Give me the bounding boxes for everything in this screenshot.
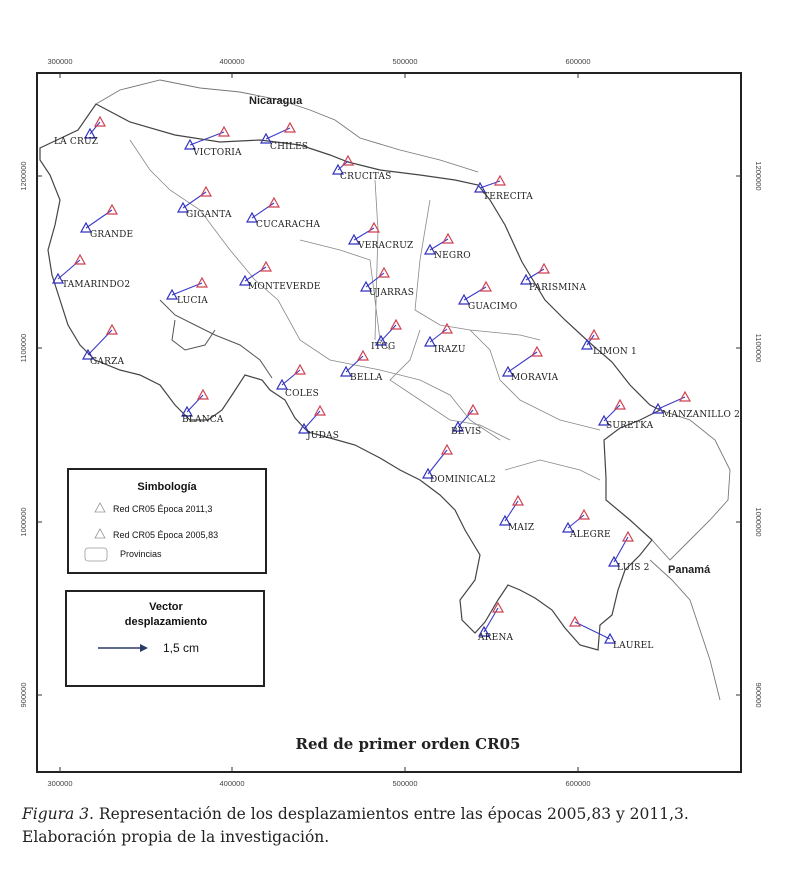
legend-title: Simbología (137, 481, 197, 493)
y-tick-left-1: 1200000 (19, 161, 28, 191)
figure-caption-text: Representación de los desplazamientos entre las épocas 2005,83 y 2011,3. Elaboración propia de la investigación. (22, 805, 689, 846)
x-tick-top-3: 500000 (392, 57, 418, 66)
label-panama: Panamá (668, 564, 711, 576)
x-tick-top-2: 400000 (219, 57, 245, 66)
station-label: TERECITA (483, 192, 533, 202)
label-nicaragua: Nicaragua (249, 95, 303, 107)
station-label: ARENA (478, 633, 514, 643)
station-label: TAMARINDO2 (62, 280, 131, 290)
figure-caption (22, 803, 778, 849)
station-label: JUDAS (307, 431, 340, 441)
station-label: ITCG (371, 342, 396, 352)
station-label: UJARRAS (369, 288, 415, 298)
station-label: COLES (285, 389, 319, 399)
x-tick-bottom-1: 300000 (47, 779, 73, 788)
station-label: BELLA (350, 373, 383, 383)
station-label: MORAVIA (511, 373, 559, 383)
station-label: IRAZU (434, 345, 466, 355)
scale-title-line1: Vector (149, 601, 183, 613)
scale-title-line2: desplazamiento (124, 616, 208, 628)
station-label: PARISMINA (529, 283, 587, 293)
x-tick-bottom-2: 400000 (219, 779, 245, 788)
station-label: BLANCA (182, 415, 224, 425)
station-label: LUCIA (177, 296, 209, 306)
station-label: DOMINICAL2 (430, 475, 496, 485)
station-label: GUACIMO (468, 302, 518, 312)
station-label: LA CRUZ (54, 137, 99, 147)
y-tick-right-4: 900000 (754, 682, 763, 708)
x-tick-top-4: 600000 (565, 57, 591, 66)
y-tick-right-3: 1000000 (754, 507, 763, 537)
x-tick-top-1: 300000 (47, 57, 73, 66)
station-label: CHILES (270, 142, 309, 152)
y-tick-left-4: 900000 (19, 682, 28, 708)
legend-item-provincias: Provincias (120, 549, 162, 559)
legend-item-2005: Red CR05 Época 2005,83 (113, 530, 219, 540)
station-label: CRUCITAS (340, 172, 392, 182)
station-label: VICTORIA (193, 148, 242, 158)
station-label: MAIZ (508, 523, 535, 533)
station-label: SURETKA (606, 421, 654, 431)
scale-length-label: 1,5 cm (163, 641, 200, 655)
y-tick-right-1: 1200000 (754, 161, 763, 191)
x-tick-bottom-4: 600000 (565, 779, 591, 788)
legend-item-2011: Red CR05 Época 2011,3 (113, 504, 213, 514)
station-label: BEVIS (451, 427, 482, 437)
station-label: NEGRO (434, 251, 471, 261)
station-label: GRANDE (90, 230, 134, 240)
station-label: GIGANTA (186, 210, 232, 220)
station-label: CUCARACHA (256, 220, 321, 230)
station-label: LUIS 2 (617, 563, 650, 573)
map-title: Red de primer orden CR05 (295, 735, 521, 753)
station-label: VERACRUZ (358, 241, 414, 251)
y-tick-left-3: 1000000 (19, 507, 28, 537)
station-label: MONTEVERDE (248, 282, 321, 292)
station-label: LIMON 1 (593, 347, 637, 357)
y-tick-left-2: 1100000 (19, 333, 28, 363)
station-label: ALEGRE (570, 530, 611, 540)
figure-label: Figura 3. (22, 805, 94, 823)
station-label: MANZANILLO 2 (662, 410, 741, 420)
station-label: LAUREL (613, 641, 654, 651)
y-tick-right-2: 1100000 (754, 333, 763, 363)
station-label: GARZA (90, 357, 125, 367)
x-tick-bottom-3: 500000 (392, 779, 418, 788)
